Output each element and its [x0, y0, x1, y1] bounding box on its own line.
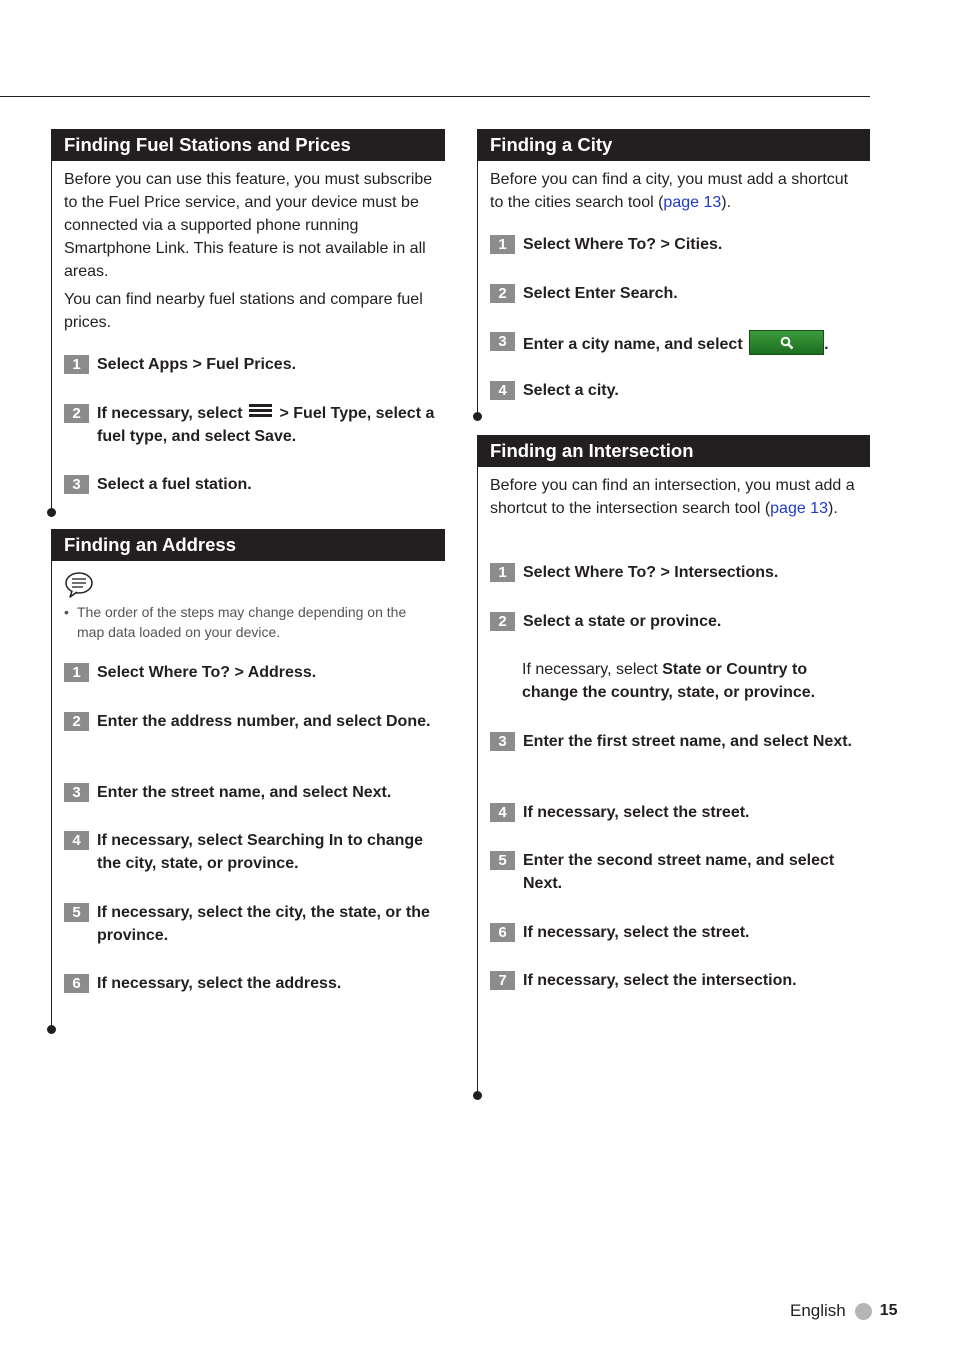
- intersection-step-6: [490, 921, 870, 944]
- note-bullet: •: [64, 604, 69, 620]
- intersection-intro-end: ).: [827, 500, 838, 517]
- footer-language: English: [790, 1301, 846, 1320]
- page-footer: [790, 1301, 898, 1321]
- intersection-intro-text: Before you can find an intersection, you must add a shortcut to the intersection search tool (: [490, 477, 855, 517]
- subnote-suffix-b: change the country, state, or province.: [522, 684, 816, 701]
- fuel-intro-paragraph-2: You can find nearby fuel stations and compare fuel prices.: [64, 291, 423, 331]
- step-text: Select a state or province.: [523, 613, 722, 630]
- step-text: If necessary, select Searching In to change the city, state, or province.: [97, 832, 424, 872]
- heading-fuel-stations: Finding Fuel Stations and Prices: [51, 129, 445, 161]
- step-text: If necessary, select the intersection.: [523, 972, 797, 989]
- step-text: [523, 330, 829, 356]
- step-number: 3: [490, 332, 515, 351]
- note-text: The order of the steps may change depending on the map data loaded on your device.: [77, 604, 407, 640]
- city-step-4: [490, 379, 870, 402]
- city-step-2: [490, 282, 870, 305]
- intersection-substep-note: [522, 658, 867, 704]
- address-step-1: [64, 661, 444, 684]
- right-column-end-dot-1: [473, 412, 482, 421]
- left-column-rule-1: [51, 129, 52, 512]
- step-text: Enter the first street name, and select Next.: [523, 733, 852, 750]
- step-text: If necessary, select the city, the state, or the province.: [97, 904, 430, 944]
- step-text-before: If necessary, select: [97, 405, 243, 422]
- step-text-before: Enter a city name, and select: [523, 336, 743, 353]
- address-step-2: [64, 710, 434, 733]
- fuel-intro-paragraph: Before you can use this feature, you must subscribe to the Fuel Price service, and your device must be connected via a supported phone running Smartphone Link. This feature is not available in all areas.: [64, 171, 433, 280]
- top-rule: [0, 96, 870, 97]
- step-text: [97, 402, 446, 448]
- left-column-end-dot-2: [47, 1025, 56, 1034]
- subnote-suffix-a: to: [792, 661, 808, 678]
- fuel-step-2: [64, 402, 446, 448]
- right-column-rule-1: [477, 129, 478, 417]
- step-number: 5: [490, 851, 515, 870]
- subnote-bold: State or Country: [662, 661, 788, 678]
- city-step-1: [490, 233, 870, 256]
- heading-finding-intersection: Finding an Intersection: [477, 435, 870, 467]
- address-step-5: [64, 901, 434, 947]
- intersection-step-5: [490, 849, 870, 895]
- step-number: 1: [64, 355, 89, 374]
- step-number: 5: [64, 903, 89, 922]
- left-column-rule-2: [51, 529, 52, 1030]
- step-number: 1: [490, 235, 515, 254]
- search-button[interactable]: [749, 330, 824, 355]
- city-page-link[interactable]: page 13: [663, 194, 722, 211]
- step-number: 4: [490, 803, 515, 822]
- note-icon: [64, 571, 94, 599]
- address-step-3: [64, 781, 444, 804]
- intersection-intro-paragraph: [490, 474, 865, 520]
- step-text: Select Where To? > Address.: [97, 664, 317, 681]
- step-number: 2: [64, 404, 89, 423]
- fuel-step-1: [64, 353, 444, 376]
- step-text: Select Apps > Fuel Prices.: [97, 356, 297, 373]
- city-intro-text: Before you can find a city, you must add a shortcut to the cities search tool (: [490, 171, 849, 211]
- left-column-end-dot-1: [47, 508, 56, 517]
- step-number: 1: [490, 563, 515, 582]
- footer-dot-icon: [855, 1303, 872, 1320]
- right-column-rule-2: [477, 435, 478, 1096]
- step-number: 3: [490, 732, 515, 751]
- intersection-step-3: [490, 730, 860, 753]
- heading-finding-city: Finding a City: [477, 129, 870, 161]
- step-text-after: > Fuel Type, select a fuel type, and select Save.: [97, 405, 435, 445]
- intersection-step-1: [490, 561, 870, 584]
- step-number: 3: [64, 783, 89, 802]
- subnote-prefix: If necessary, select: [522, 661, 658, 678]
- step-text: If necessary, select the street.: [523, 924, 750, 941]
- fuel-step-3: [64, 473, 444, 496]
- step-text-after: .: [824, 336, 829, 353]
- intersection-step-2: [490, 610, 870, 633]
- step-text: Select a fuel station.: [97, 476, 252, 493]
- right-column-end-dot-2: [473, 1091, 482, 1100]
- address-step-6: [64, 972, 444, 995]
- step-number: 7: [490, 971, 515, 990]
- step-text: Enter the second street name, and select Next.: [523, 852, 835, 892]
- heading-finding-address: Finding an Address: [51, 529, 445, 561]
- city-step-3: [490, 330, 870, 356]
- step-number: 3: [64, 475, 89, 494]
- step-text: If necessary, select the street.: [523, 804, 750, 821]
- step-text: Enter the address number, and select Done.: [97, 713, 431, 730]
- intersection-page-link[interactable]: page 13: [770, 500, 828, 517]
- step-text: Select a city.: [523, 382, 619, 399]
- step-text: Select Enter Search.: [523, 285, 678, 302]
- menu-icon: [249, 404, 272, 421]
- step-text: Enter the street name, and select Next.: [97, 784, 392, 801]
- intersection-step-7: [490, 969, 870, 992]
- page-number: 15: [879, 1302, 898, 1319]
- step-number: 2: [490, 612, 515, 631]
- city-intro-paragraph: [490, 168, 865, 214]
- step-text: Select Where To? > Intersections.: [523, 564, 779, 581]
- city-intro-end: ).: [721, 194, 732, 211]
- step-number: 6: [490, 923, 515, 942]
- step-number: 4: [64, 831, 89, 850]
- step-number: 4: [490, 381, 515, 400]
- address-step-4: [64, 829, 444, 875]
- step-number: 1: [64, 663, 89, 682]
- step-number: 6: [64, 974, 89, 993]
- address-note: [64, 602, 434, 642]
- intersection-step-4: [490, 801, 870, 824]
- step-number: 2: [64, 712, 89, 731]
- step-text: Select Where To? > Cities.: [523, 236, 723, 253]
- search-icon: [780, 336, 794, 350]
- step-number: 2: [490, 284, 515, 303]
- step-text: If necessary, select the address.: [97, 975, 342, 992]
